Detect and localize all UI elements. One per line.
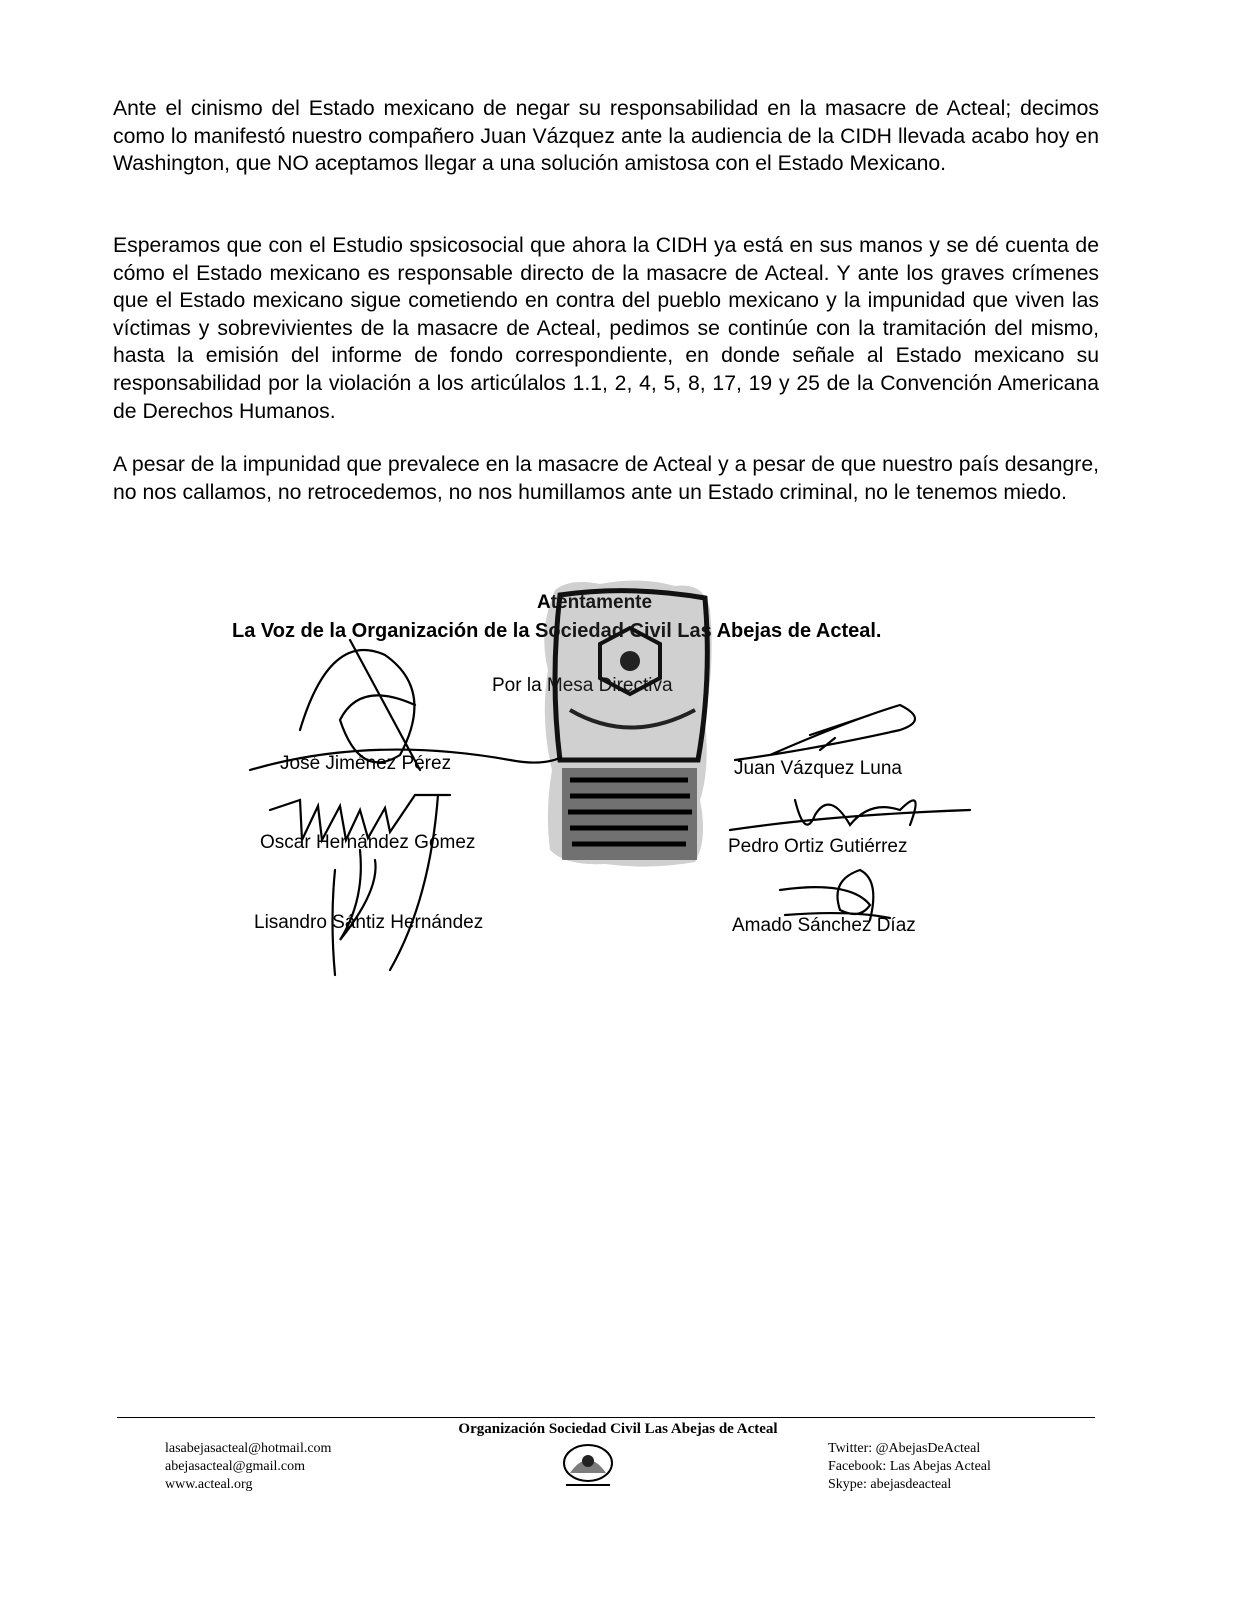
official-stamp <box>544 580 711 866</box>
paragraph-1: Ante el cinismo del Estado mexicano de negar su responsabilidad en la masacre de Acteal; decimos como lo manifestó nuestro compañero Juan Vázquez ante la audiencia de la CIDH llevada acabo hoy en Washington, que NO aceptamos llegar a una solución amistosa con el Estado Mexicano. <box>113 97 1099 176</box>
footer-title: Organización Sociedad Civil Las Abejas de Acteal <box>458 1421 778 1437</box>
salutation: Atentamente <box>537 592 653 613</box>
footer-contact-right <box>828 1440 991 1494</box>
footer-website-link[interactable]: www.acteal.org <box>165 1477 253 1492</box>
footer-divider <box>117 1417 1095 1418</box>
footer-hotmail-link[interactable]: lasabejasacteal@hotmail.com <box>165 1441 332 1456</box>
signer-name: Amado Sánchez Díaz <box>732 915 916 936</box>
signatures-and-stamp-overlay <box>210 570 1010 1020</box>
footer-facebook[interactable]: Facebook: Las Abejas Acteal <box>828 1459 991 1474</box>
signature-block <box>210 570 1010 1020</box>
footer-logo <box>560 1443 616 1494</box>
signature-organization: La Voz de la Organización de la Sociedad Civil Las Abejas de Acteal. <box>232 620 882 642</box>
footer-contact-left <box>165 1440 331 1494</box>
footer-twitter[interactable]: Twitter: @AbejasDeActeal <box>828 1441 981 1456</box>
footer-gmail-link[interactable]: abejasacteal@gmail.com <box>165 1459 305 1474</box>
footer-skype[interactable]: Skype: abejasdeacteal <box>828 1477 952 1492</box>
paragraph-2: Esperamos que con el Estudio spsicosocial que ahora la CIDH ya está en sus manos y se dé cuenta de cómo el Estado mexicano es responsable directo de la masacre de Acteal. Y ante los graves crímenes que el Estado mexicano sigue cometiendo en contra del pueblo mexicano y la impunidad que viven las víctimas y sobrevivientes de la masacre de Acteal, pedimos se continúe con la tramitación del mismo, hasta la emisión del informe de fondo correspondiente, en donde señale al Estado mexicano su responsabilidad por la violación a los articúlalos 1.1, 2, 4, 5, 8, 17, 19 y 25 de la Convención Americana de Derechos Humanos. <box>113 234 1099 423</box>
signer-name: Juan Vázquez Luna <box>734 758 902 779</box>
signer-name: Pedro Ortiz Gutiérrez <box>728 836 908 857</box>
signer-name: José Jiménez Pérez <box>280 753 452 774</box>
signer-name: Oscar Hernández Gómez <box>260 832 476 853</box>
paragraph-3: A pesar de la impunidad que prevalece en la masacre de Acteal y a pesar de que nuestro país desangre, no nos callamos, no retrocedemos, no nos humillamos ante un Estado criminal, no le tenemos miedo. <box>113 453 1099 504</box>
signer-name: Lisandro Sántiz Hernández <box>254 912 484 933</box>
board-label: Por la Mesa Directiva <box>492 675 673 696</box>
